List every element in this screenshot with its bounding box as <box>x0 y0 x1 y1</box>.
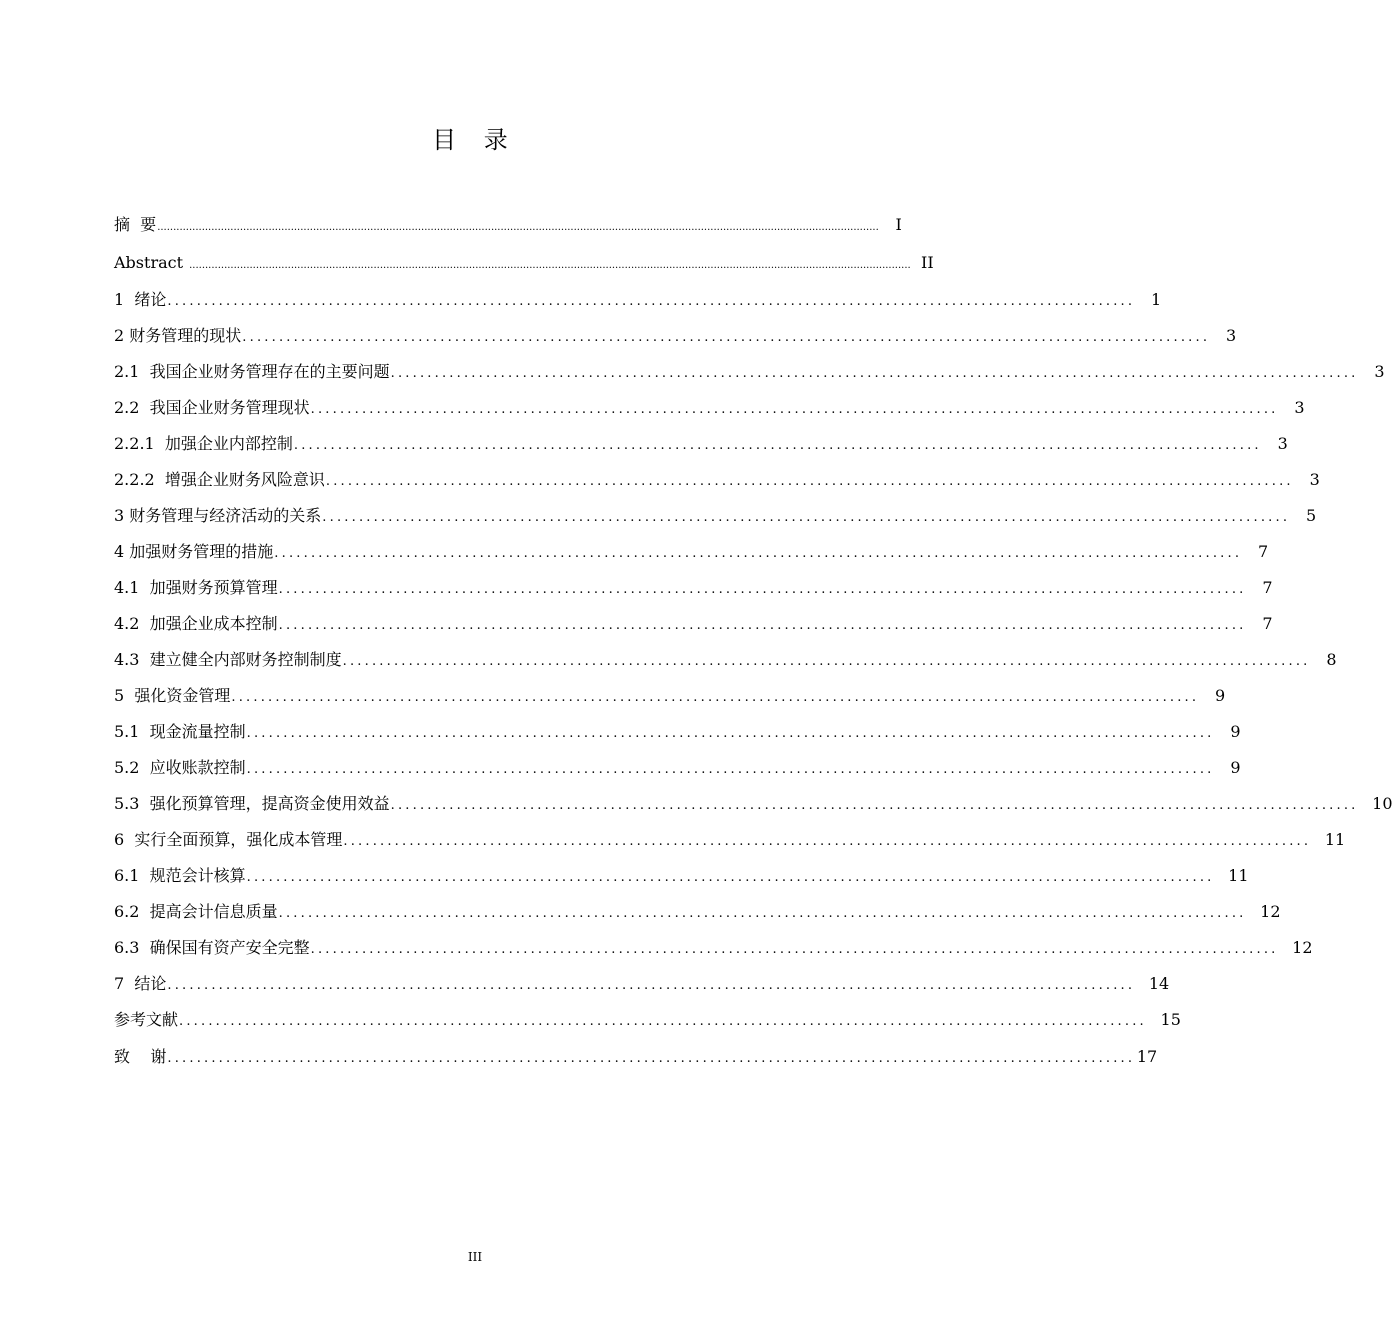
toc-entry-label: 6.3 确保国有资产安全完整 <box>114 938 310 957</box>
toc-entry-label: 2 财务管理的现状 <box>114 326 242 345</box>
toc-entry-page: 5 <box>1305 506 1317 525</box>
toc-entry-page: 11 <box>1228 866 1249 885</box>
toc-entry[interactable] <box>114 1002 1181 1038</box>
toc-entry[interactable] <box>114 750 1241 786</box>
page-title: 目 录 <box>432 126 518 154</box>
toc-entry-page: 12 <box>1260 902 1281 921</box>
toc-entry-label: 摘 要 <box>114 215 157 234</box>
toc-entry-label: 4.3 建立健全内部财务控制制度 <box>114 650 342 669</box>
toc-entry-page: 1 <box>1151 290 1162 309</box>
toc-entry-page: 12 <box>1292 938 1313 957</box>
toc-entry-page: 3 <box>1277 434 1288 453</box>
dot-leader: .................................................................................................................................... <box>179 1014 1147 1029</box>
toc-entry[interactable] <box>114 606 1273 642</box>
toc-entry-page: 7 <box>1262 614 1273 633</box>
toc-entry[interactable] <box>114 462 1320 498</box>
dot-leader: .................................................................................................................................... <box>278 906 1247 921</box>
dot-leader: .................................................................................................................................... <box>278 618 1247 633</box>
toc-entry[interactable] <box>114 822 1346 858</box>
toc-entry-label: 致 谢 <box>114 1047 167 1066</box>
toc-entry-label: 4.1 加强财务预算管理 <box>114 578 278 597</box>
toc-entry-label: 2.2.1 加强企业内部控制 <box>114 434 293 453</box>
dot-leader: .................................................................................................................................... <box>390 366 1359 381</box>
dot-leader: .................................................................................................................................... <box>246 726 1215 741</box>
toc-entry-label: 6.1 规范会计核算 <box>114 866 246 885</box>
toc-entry-page: 14 <box>1148 974 1170 993</box>
toc-entry[interactable] <box>114 642 1337 678</box>
toc-entry[interactable] <box>114 390 1305 426</box>
toc-entry[interactable] <box>114 966 1170 1002</box>
dot-leader: ................................................................................................................................................................................................................................... <box>157 222 879 233</box>
toc-entry-label: Abstract <box>114 253 189 272</box>
toc-entry-page: 17 <box>1136 1047 1158 1066</box>
toc-entry-label: 1 绪论 <box>114 290 167 309</box>
toc-entry-page: 9 <box>1230 722 1241 741</box>
toc-entry-page: 3 <box>1225 326 1237 345</box>
table-of-contents <box>114 206 1393 1076</box>
dot-leader: .................................................................................................................................... <box>325 474 1294 489</box>
page-number-footer: III <box>467 1250 483 1264</box>
toc-entry[interactable] <box>114 426 1288 462</box>
toc-entry-page: 3 <box>1374 362 1385 381</box>
dot-leader: ................................................................................................................................................................................................................................... <box>189 260 911 271</box>
toc-entry[interactable] <box>114 786 1393 822</box>
dot-leader: .................................................................................................................................... <box>310 402 1279 417</box>
toc-entry-page: I <box>895 215 902 234</box>
toc-entry-page: 10 <box>1372 794 1393 813</box>
dot-leader: .................................................................................................................................... <box>274 546 1243 561</box>
dot-leader: .................................................................................................................................... <box>167 978 1136 993</box>
toc-entry-page: 3 <box>1294 398 1305 417</box>
toc-entry[interactable] <box>114 858 1249 894</box>
toc-entry-page: 11 <box>1324 830 1346 849</box>
toc-entry-page: 15 <box>1160 1010 1181 1029</box>
dot-leader: .................................................................................................................................... <box>231 690 1200 705</box>
toc-entry[interactable] <box>114 206 902 244</box>
toc-entry-label: 4 加强财务管理的措施 <box>114 542 274 561</box>
toc-entry-label: 5.3 强化预算管理，提高资金使用效益 <box>114 794 390 813</box>
toc-entry-label: 7 结论 <box>114 974 167 993</box>
toc-entry-label: 5.2 应收账款控制 <box>114 758 246 777</box>
dot-leader: .................................................................................................................................... <box>343 834 1312 849</box>
toc-entry-page: 7 <box>1257 542 1269 561</box>
toc-entry[interactable] <box>114 714 1241 750</box>
dot-leader: .................................................................................................................................... <box>246 870 1215 885</box>
toc-entry[interactable] <box>114 678 1226 714</box>
toc-entry-page: 9 <box>1230 758 1241 777</box>
toc-entry-label: 5 强化资金管理 <box>114 686 231 705</box>
toc-entry-label: 参考文献 <box>114 1010 179 1029</box>
dot-leader: .................................................................................................................................... <box>390 798 1359 813</box>
dot-leader: .................................................................................................................................... <box>310 942 1279 957</box>
dot-leader: .................................................................................................................................... <box>293 438 1262 453</box>
toc-entry[interactable] <box>114 318 1237 354</box>
dot-leader: .................................................................................................................................... <box>242 330 1211 345</box>
toc-entry[interactable] <box>114 930 1313 966</box>
toc-entry[interactable] <box>114 1038 1158 1076</box>
toc-entry[interactable] <box>114 498 1317 534</box>
toc-entry-page: 8 <box>1326 650 1337 669</box>
toc-entry-label: 4.2 加强企业成本控制 <box>114 614 278 633</box>
toc-entry-label: 2.2.2 增强企业财务风险意识 <box>114 470 325 489</box>
toc-entry-page: 9 <box>1215 686 1226 705</box>
toc-entry-label: 6 实行全面预算，强化成本管理 <box>114 830 343 849</box>
dot-leader: .................................................................................................................................... <box>246 762 1215 777</box>
dot-leader: .................................................................................................................................... <box>342 654 1311 669</box>
toc-entry[interactable] <box>114 570 1273 606</box>
dot-leader: .................................................................................................................................... <box>322 510 1291 525</box>
toc-entry-page: 7 <box>1262 578 1273 597</box>
toc-entry-label: 3 财务管理与经济活动的关系 <box>114 506 322 525</box>
toc-entry-label: 2.1 我国企业财务管理存在的主要问题 <box>114 362 390 381</box>
toc-entry[interactable] <box>114 894 1281 930</box>
dot-leader: .................................................................................................................................... <box>167 1051 1136 1066</box>
toc-entry-label: 5.1 现金流量控制 <box>114 722 246 741</box>
toc-entry-label: 2.2 我国企业财务管理现状 <box>114 398 310 417</box>
toc-entry[interactable] <box>114 282 1162 318</box>
toc-entry-label: 6.2 提高会计信息质量 <box>114 902 278 921</box>
toc-entry-page: 3 <box>1309 470 1320 489</box>
toc-entry-page: II <box>921 253 934 272</box>
toc-entry[interactable] <box>114 354 1385 390</box>
toc-entry[interactable] <box>114 244 934 282</box>
dot-leader: .................................................................................................................................... <box>278 582 1247 597</box>
toc-entry[interactable] <box>114 534 1269 570</box>
dot-leader: .................................................................................................................................... <box>167 294 1136 309</box>
